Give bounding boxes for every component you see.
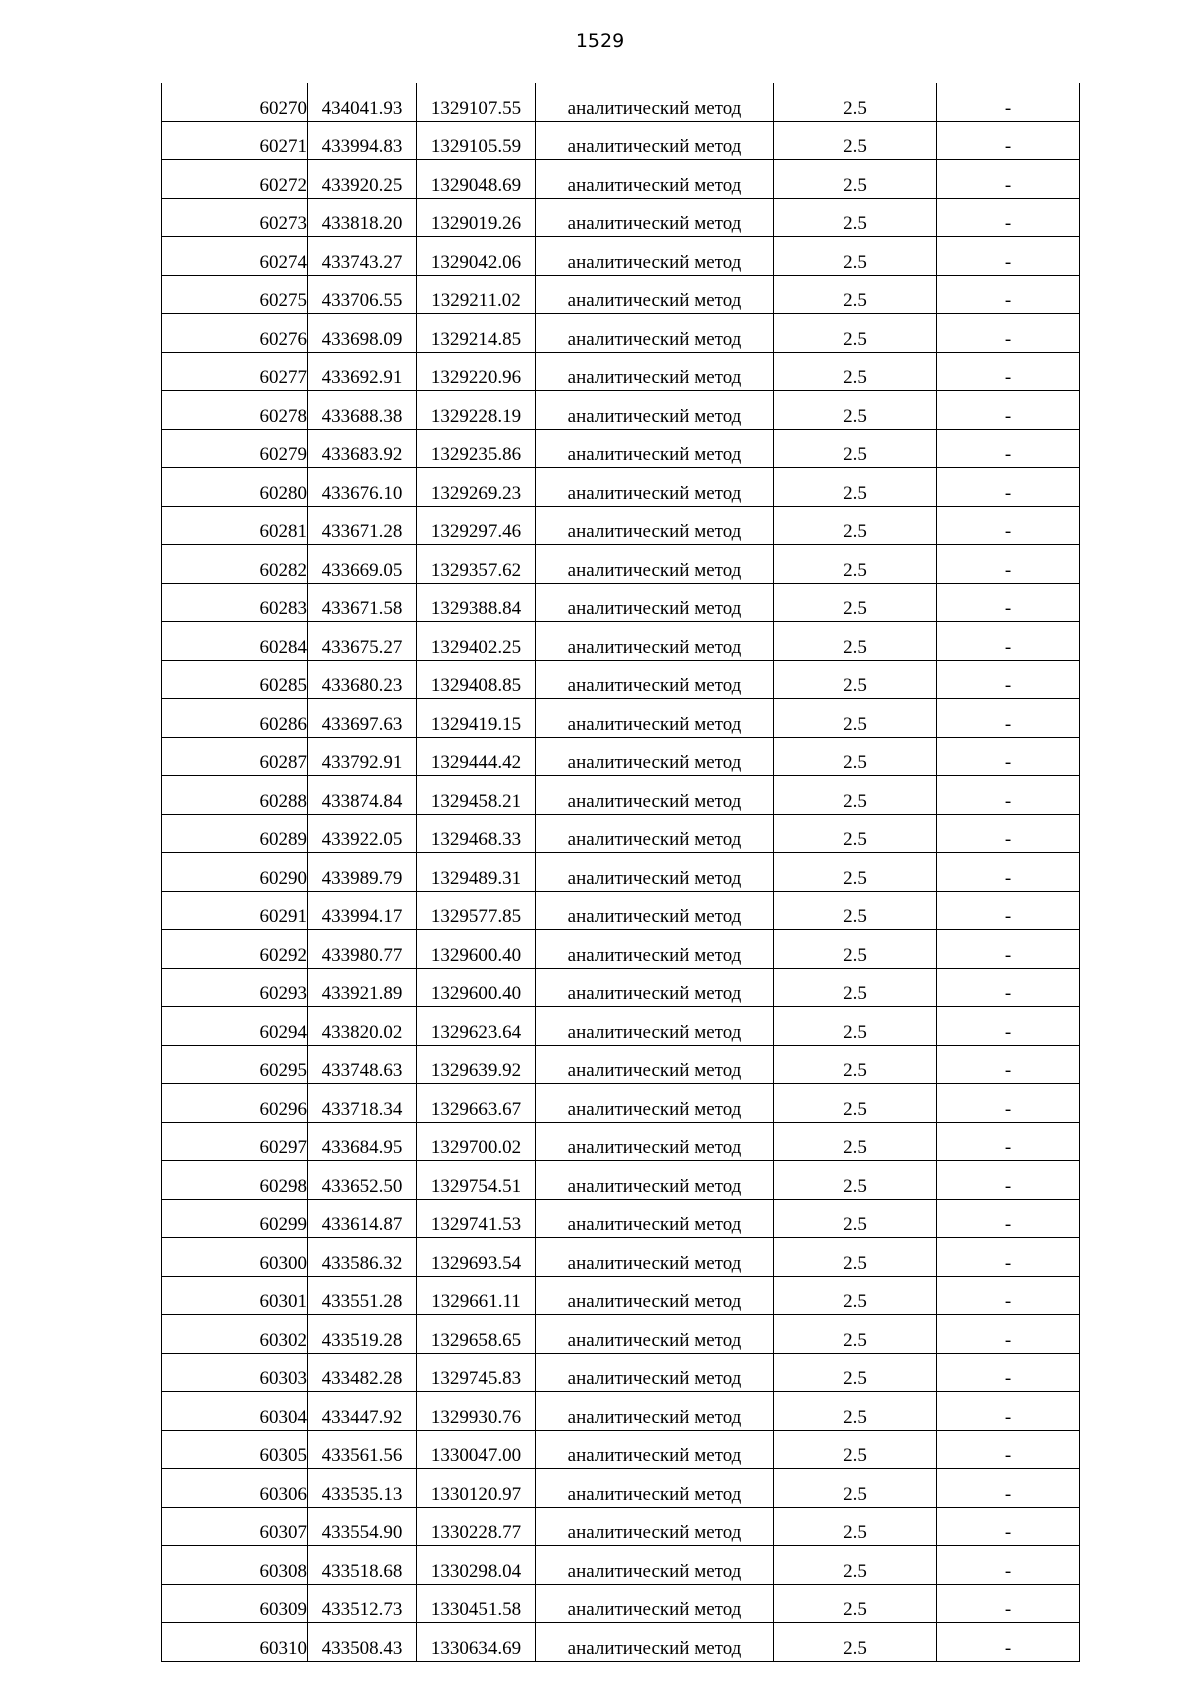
point-number-cell: 60276 [162,314,308,353]
point-number-cell: 60285 [162,660,308,699]
page-number: 1529 [575,30,625,52]
x-coordinate-cell: 433820.02 [308,1007,417,1046]
point-number-cell: 60279 [162,429,308,468]
method-cell: аналитический метод [536,891,774,930]
point-number-cell: 60272 [162,160,308,199]
y-coordinate-cell: 1330047.00 [417,1430,536,1469]
accuracy-cell: 2.5 [774,853,937,892]
accuracy-cell: 2.5 [774,121,937,160]
method-cell: аналитический метод [536,1469,774,1508]
y-coordinate-cell: 1329600.40 [417,968,536,1007]
y-coordinate-cell: 1329019.26 [417,198,536,237]
y-coordinate-cell: 1329419.15 [417,699,536,738]
x-coordinate-cell: 433551.28 [308,1276,417,1315]
note-cell: - [937,1623,1080,1662]
y-coordinate-cell: 1329402.25 [417,622,536,661]
y-coordinate-cell: 1329658.65 [417,1315,536,1354]
y-coordinate-cell: 1329220.96 [417,352,536,391]
x-coordinate-cell: 433675.27 [308,622,417,661]
accuracy-cell: 2.5 [774,1007,937,1046]
method-cell: аналитический метод [536,1315,774,1354]
method-cell: аналитический метод [536,506,774,545]
note-cell: - [937,391,1080,430]
x-coordinate-cell: 433718.34 [308,1084,417,1123]
y-coordinate-cell: 1329048.69 [417,160,536,199]
accuracy-cell: 2.5 [774,622,937,661]
accuracy-cell: 2.5 [774,352,937,391]
accuracy-cell: 2.5 [774,1276,937,1315]
method-cell: аналитический метод [536,237,774,276]
table-row [162,699,1080,738]
table-row [162,968,1080,1007]
y-coordinate-cell: 1329741.53 [417,1199,536,1238]
method-cell: аналитический метод [536,1546,774,1585]
table-row [162,814,1080,853]
accuracy-cell: 2.5 [774,1507,937,1546]
point-number-cell: 60280 [162,468,308,507]
method-cell: аналитический метод [536,660,774,699]
note-cell: - [937,352,1080,391]
accuracy-cell: 2.5 [774,506,937,545]
note-cell: - [937,776,1080,815]
note-cell: - [937,737,1080,776]
note-cell: - [937,275,1080,314]
note-cell: - [937,1315,1080,1354]
point-number-cell: 60303 [162,1353,308,1392]
accuracy-cell: 2.5 [774,1584,937,1623]
note-cell: - [937,699,1080,738]
method-cell: аналитический метод [536,1623,774,1662]
table-row [162,660,1080,699]
x-coordinate-cell: 433482.28 [308,1353,417,1392]
x-coordinate-cell: 433447.92 [308,1392,417,1431]
y-coordinate-cell: 1329297.46 [417,506,536,545]
table-row [162,198,1080,237]
y-coordinate-cell: 1329269.23 [417,468,536,507]
y-coordinate-cell: 1329042.06 [417,237,536,276]
table-row [162,391,1080,430]
method-cell: аналитический метод [536,1045,774,1084]
point-number-cell: 60295 [162,1045,308,1084]
method-cell: аналитический метод [536,1353,774,1392]
point-number-cell: 60289 [162,814,308,853]
table-row [162,545,1080,584]
y-coordinate-cell: 1329357.62 [417,545,536,584]
table-row [162,622,1080,661]
table-row [162,1392,1080,1431]
x-coordinate-cell: 433743.27 [308,237,417,276]
x-coordinate-cell: 433921.89 [308,968,417,1007]
accuracy-cell: 2.5 [774,930,937,969]
note-cell: - [937,1469,1080,1508]
table-row [162,1353,1080,1392]
method-cell: аналитический метод [536,275,774,314]
accuracy-cell: 2.5 [774,1045,937,1084]
table-row [162,1507,1080,1546]
accuracy-cell: 2.5 [774,198,937,237]
point-number-cell: 60299 [162,1199,308,1238]
x-coordinate-cell: 433980.77 [308,930,417,969]
point-number-cell: 60283 [162,583,308,622]
point-number-cell: 60309 [162,1584,308,1623]
y-coordinate-cell: 1329693.54 [417,1238,536,1277]
x-coordinate-cell: 433512.73 [308,1584,417,1623]
x-coordinate-cell: 433508.43 [308,1623,417,1662]
accuracy-cell: 2.5 [774,699,937,738]
y-coordinate-cell: 1329214.85 [417,314,536,353]
point-number-cell: 60273 [162,198,308,237]
note-cell: - [937,198,1080,237]
point-number-cell: 60284 [162,622,308,661]
y-coordinate-cell: 1330228.77 [417,1507,536,1546]
y-coordinate-cell: 1330634.69 [417,1623,536,1662]
table-row [162,468,1080,507]
y-coordinate-cell: 1329745.83 [417,1353,536,1392]
y-coordinate-cell: 1329107.55 [417,83,536,121]
accuracy-cell: 2.5 [774,776,937,815]
note-cell: - [937,1045,1080,1084]
table-row [162,429,1080,468]
point-number-cell: 60290 [162,853,308,892]
table-row [162,352,1080,391]
accuracy-cell: 2.5 [774,1122,937,1161]
y-coordinate-cell: 1330298.04 [417,1546,536,1585]
table-row [162,314,1080,353]
method-cell: аналитический метод [536,83,774,121]
accuracy-cell: 2.5 [774,1392,937,1431]
accuracy-cell: 2.5 [774,1430,937,1469]
x-coordinate-cell: 433692.91 [308,352,417,391]
x-coordinate-cell: 433688.38 [308,391,417,430]
table-row [162,1276,1080,1315]
accuracy-cell: 2.5 [774,275,937,314]
point-number-cell: 60298 [162,1161,308,1200]
point-number-cell: 60297 [162,1122,308,1161]
method-cell: аналитический метод [536,314,774,353]
method-cell: аналитический метод [536,1584,774,1623]
note-cell: - [937,1007,1080,1046]
note-cell: - [937,237,1080,276]
point-number-cell: 60286 [162,699,308,738]
method-cell: аналитический метод [536,776,774,815]
table-row [162,1315,1080,1354]
note-cell: - [937,1276,1080,1315]
x-coordinate-cell: 433519.28 [308,1315,417,1354]
accuracy-cell: 2.5 [774,468,937,507]
x-coordinate-cell: 433535.13 [308,1469,417,1508]
x-coordinate-cell: 433671.28 [308,506,417,545]
x-coordinate-cell: 433586.32 [308,1238,417,1277]
method-cell: аналитический метод [536,1161,774,1200]
note-cell: - [937,1392,1080,1431]
table-row [162,583,1080,622]
table-row [162,930,1080,969]
point-number-cell: 60282 [162,545,308,584]
method-cell: аналитический метод [536,853,774,892]
accuracy-cell: 2.5 [774,237,937,276]
y-coordinate-cell: 1330120.97 [417,1469,536,1508]
method-cell: аналитический метод [536,1007,774,1046]
y-coordinate-cell: 1329489.31 [417,853,536,892]
method-cell: аналитический метод [536,429,774,468]
method-cell: аналитический метод [536,699,774,738]
accuracy-cell: 2.5 [774,1546,937,1585]
note-cell: - [937,314,1080,353]
accuracy-cell: 2.5 [774,1084,937,1123]
table-row [162,121,1080,160]
x-coordinate-cell: 433671.58 [308,583,417,622]
accuracy-cell: 2.5 [774,1353,937,1392]
note-cell: - [937,814,1080,853]
point-number-cell: 60307 [162,1507,308,1546]
y-coordinate-cell: 1329468.33 [417,814,536,853]
y-coordinate-cell: 1329228.19 [417,391,536,430]
method-cell: аналитический метод [536,1084,774,1123]
point-number-cell: 60304 [162,1392,308,1431]
method-cell: аналитический метод [536,737,774,776]
accuracy-cell: 2.5 [774,737,937,776]
x-coordinate-cell: 433561.56 [308,1430,417,1469]
point-number-cell: 60291 [162,891,308,930]
method-cell: аналитический метод [536,468,774,507]
y-coordinate-cell: 1329661.11 [417,1276,536,1315]
note-cell: - [937,1122,1080,1161]
accuracy-cell: 2.5 [774,583,937,622]
point-number-cell: 60293 [162,968,308,1007]
method-cell: аналитический метод [536,1392,774,1431]
point-number-cell: 60305 [162,1430,308,1469]
point-number-cell: 60300 [162,1238,308,1277]
point-number-cell: 60292 [162,930,308,969]
method-cell: аналитический метод [536,198,774,237]
table-row [162,891,1080,930]
method-cell: аналитический метод [536,814,774,853]
accuracy-cell: 2.5 [774,891,937,930]
accuracy-cell: 2.5 [774,429,937,468]
x-coordinate-cell: 433989.79 [308,853,417,892]
coordinates-table [161,83,1080,1662]
note-cell: - [937,622,1080,661]
y-coordinate-cell: 1329105.59 [417,121,536,160]
table-row [162,1122,1080,1161]
accuracy-cell: 2.5 [774,314,937,353]
x-coordinate-cell: 433994.17 [308,891,417,930]
point-number-cell: 60294 [162,1007,308,1046]
accuracy-cell: 2.5 [774,160,937,199]
point-number-cell: 60296 [162,1084,308,1123]
x-coordinate-cell: 433676.10 [308,468,417,507]
x-coordinate-cell: 433748.63 [308,1045,417,1084]
note-cell: - [937,930,1080,969]
method-cell: аналитический метод [536,1122,774,1161]
accuracy-cell: 2.5 [774,660,937,699]
x-coordinate-cell: 433652.50 [308,1161,417,1200]
accuracy-cell: 2.5 [774,814,937,853]
table-row [162,1623,1080,1662]
note-cell: - [937,160,1080,199]
note-cell: - [937,891,1080,930]
y-coordinate-cell: 1329388.84 [417,583,536,622]
y-coordinate-cell: 1329211.02 [417,275,536,314]
table-row [162,1238,1080,1277]
note-cell: - [937,1430,1080,1469]
accuracy-cell: 2.5 [774,391,937,430]
note-cell: - [937,968,1080,1007]
table-row [162,853,1080,892]
point-number-cell: 60308 [162,1546,308,1585]
point-number-cell: 60271 [162,121,308,160]
table-row [162,506,1080,545]
x-coordinate-cell: 433698.09 [308,314,417,353]
y-coordinate-cell: 1329235.86 [417,429,536,468]
method-cell: аналитический метод [536,1276,774,1315]
x-coordinate-cell: 433669.05 [308,545,417,584]
table-row [162,1161,1080,1200]
x-coordinate-cell: 433874.84 [308,776,417,815]
table-row [162,1546,1080,1585]
method-cell: аналитический метод [536,545,774,584]
accuracy-cell: 2.5 [774,968,937,1007]
accuracy-cell: 2.5 [774,83,937,121]
table-row [162,1199,1080,1238]
note-cell: - [937,1546,1080,1585]
note-cell: - [937,1161,1080,1200]
method-cell: аналитический метод [536,352,774,391]
x-coordinate-cell: 433680.23 [308,660,417,699]
method-cell: аналитический метод [536,1507,774,1546]
point-number-cell: 60281 [162,506,308,545]
accuracy-cell: 2.5 [774,1238,937,1277]
point-number-cell: 60270 [162,83,308,121]
method-cell: аналитический метод [536,391,774,430]
method-cell: аналитический метод [536,622,774,661]
table-row [162,1084,1080,1123]
note-cell: - [937,83,1080,121]
method-cell: аналитический метод [536,160,774,199]
note-cell: - [937,660,1080,699]
point-number-cell: 60302 [162,1315,308,1354]
coordinates-table-body [162,83,1080,1661]
accuracy-cell: 2.5 [774,1469,937,1508]
x-coordinate-cell: 434041.93 [308,83,417,121]
note-cell: - [937,1507,1080,1546]
note-cell: - [937,1084,1080,1123]
y-coordinate-cell: 1329623.64 [417,1007,536,1046]
method-cell: аналитический метод [536,1430,774,1469]
x-coordinate-cell: 433706.55 [308,275,417,314]
table-row [162,1007,1080,1046]
note-cell: - [937,1353,1080,1392]
method-cell: аналитический метод [536,1238,774,1277]
method-cell: аналитический метод [536,930,774,969]
point-number-cell: 60278 [162,391,308,430]
point-number-cell: 60277 [162,352,308,391]
table-row [162,160,1080,199]
y-coordinate-cell: 1329444.42 [417,737,536,776]
y-coordinate-cell: 1329930.76 [417,1392,536,1431]
x-coordinate-cell: 433614.87 [308,1199,417,1238]
x-coordinate-cell: 433994.83 [308,121,417,160]
x-coordinate-cell: 433920.25 [308,160,417,199]
point-number-cell: 60288 [162,776,308,815]
x-coordinate-cell: 433518.68 [308,1546,417,1585]
method-cell: аналитический метод [536,121,774,160]
y-coordinate-cell: 1329700.02 [417,1122,536,1161]
method-cell: аналитический метод [536,583,774,622]
point-number-cell: 60287 [162,737,308,776]
note-cell: - [937,121,1080,160]
table-row [162,237,1080,276]
table-row [162,737,1080,776]
y-coordinate-cell: 1329577.85 [417,891,536,930]
point-number-cell: 60310 [162,1623,308,1662]
x-coordinate-cell: 433818.20 [308,198,417,237]
method-cell: аналитический метод [536,968,774,1007]
y-coordinate-cell: 1329754.51 [417,1161,536,1200]
note-cell: - [937,1238,1080,1277]
x-coordinate-cell: 433697.63 [308,699,417,738]
note-cell: - [937,506,1080,545]
note-cell: - [937,1584,1080,1623]
table-row [162,776,1080,815]
accuracy-cell: 2.5 [774,1623,937,1662]
table-row [162,275,1080,314]
table-row [162,83,1080,121]
y-coordinate-cell: 1330451.58 [417,1584,536,1623]
y-coordinate-cell: 1329639.92 [417,1045,536,1084]
point-number-cell: 60275 [162,275,308,314]
note-cell: - [937,853,1080,892]
y-coordinate-cell: 1329458.21 [417,776,536,815]
method-cell: аналитический метод [536,1199,774,1238]
y-coordinate-cell: 1329663.67 [417,1084,536,1123]
accuracy-cell: 2.5 [774,545,937,584]
x-coordinate-cell: 433554.90 [308,1507,417,1546]
note-cell: - [937,429,1080,468]
point-number-cell: 60301 [162,1276,308,1315]
x-coordinate-cell: 433684.95 [308,1122,417,1161]
table-row [162,1430,1080,1469]
table-row [162,1584,1080,1623]
note-cell: - [937,468,1080,507]
note-cell: - [937,583,1080,622]
x-coordinate-cell: 433683.92 [308,429,417,468]
y-coordinate-cell: 1329408.85 [417,660,536,699]
point-number-cell: 60274 [162,237,308,276]
table-row [162,1469,1080,1508]
note-cell: - [937,545,1080,584]
accuracy-cell: 2.5 [774,1199,937,1238]
x-coordinate-cell: 433922.05 [308,814,417,853]
table-row [162,1045,1080,1084]
accuracy-cell: 2.5 [774,1161,937,1200]
accuracy-cell: 2.5 [774,1315,937,1354]
y-coordinate-cell: 1329600.40 [417,930,536,969]
point-number-cell: 60306 [162,1469,308,1508]
note-cell: - [937,1199,1080,1238]
x-coordinate-cell: 433792.91 [308,737,417,776]
